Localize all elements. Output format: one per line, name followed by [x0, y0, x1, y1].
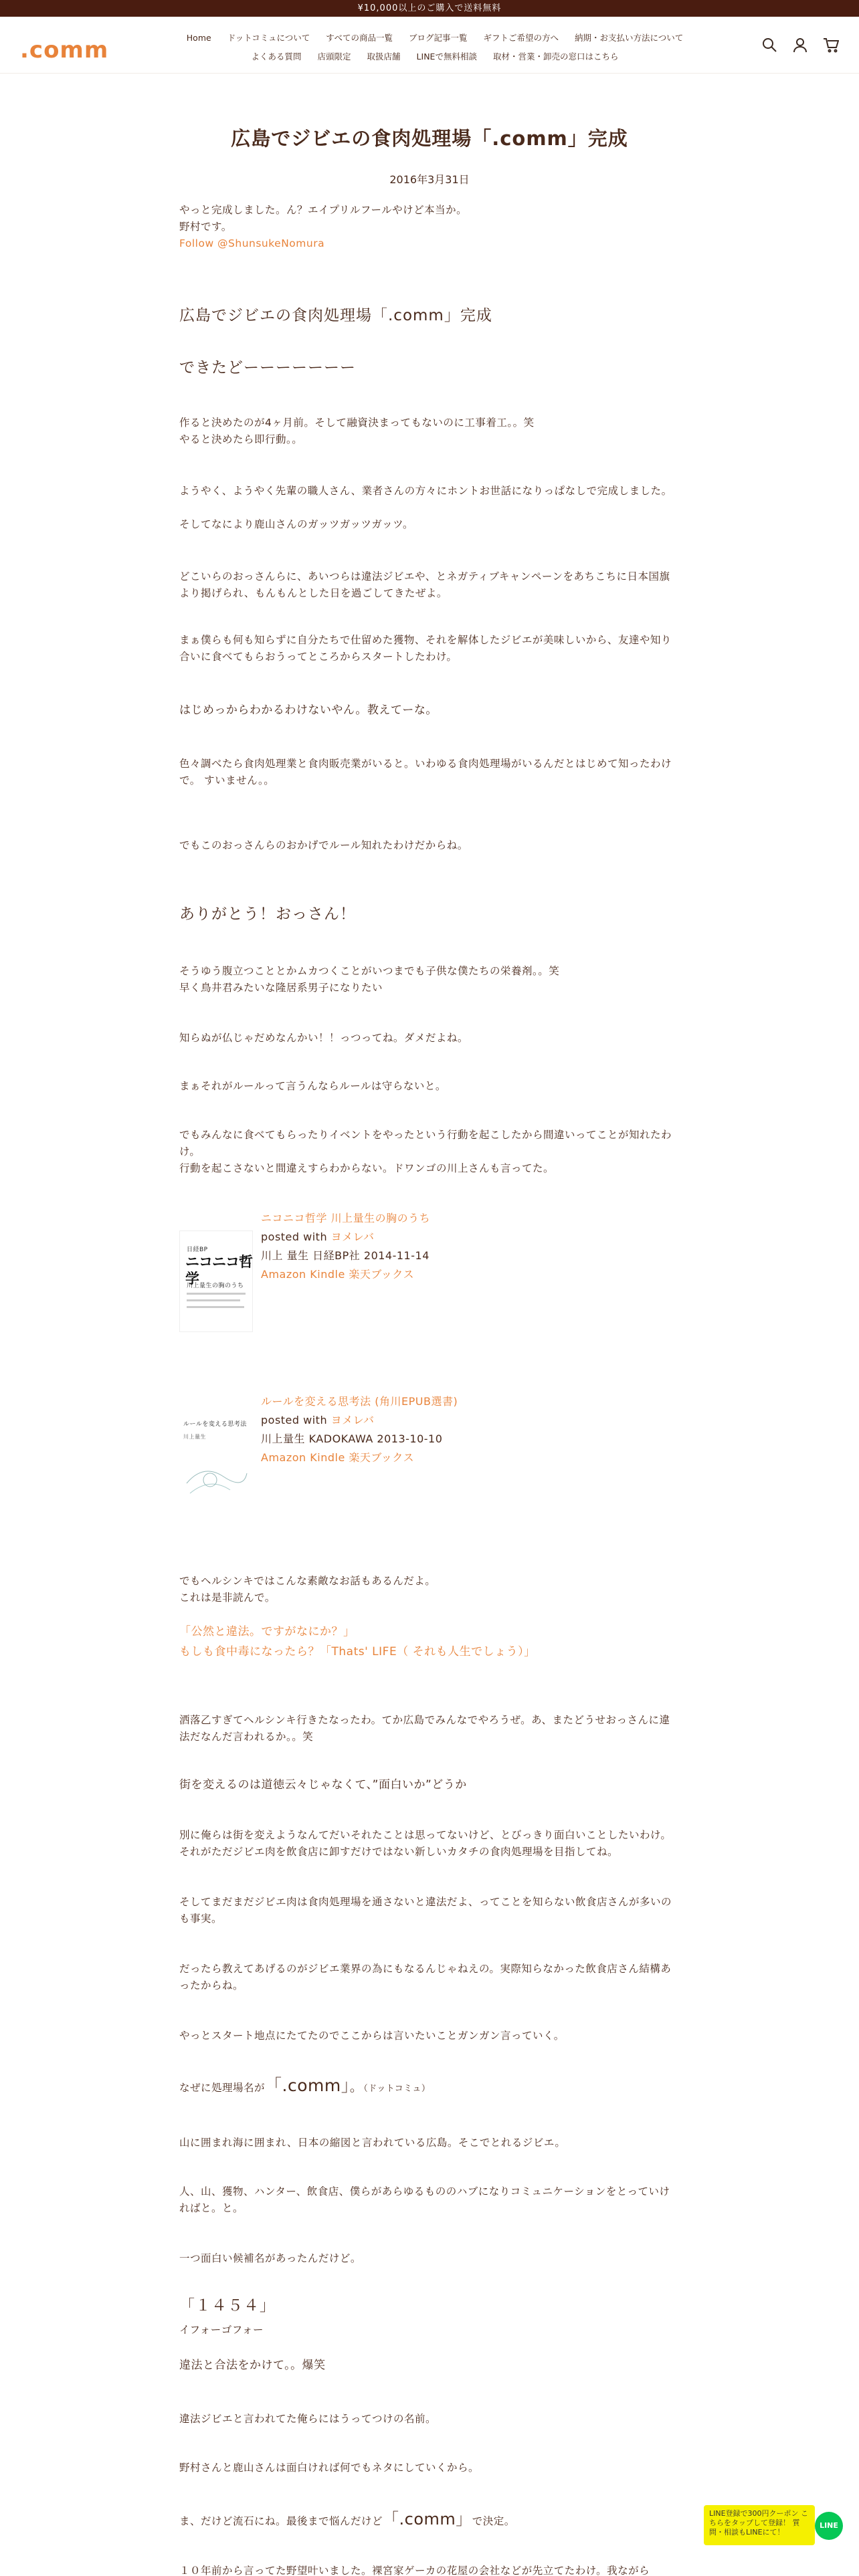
- book-2-stores: [261, 1448, 458, 1467]
- nav-item-contact[interactable]: 取材・営業・卸売の窓口はこちら: [492, 51, 619, 62]
- amazon-link[interactable]: Amazon: [261, 1268, 306, 1281]
- book-card-2: [179, 1392, 674, 1533]
- heading-2: できたどーーーーーーー: [179, 359, 356, 377]
- nav-item-gift[interactable]: ギフトご希望の方へ: [483, 33, 559, 43]
- book-info-2: [261, 1392, 458, 1467]
- paragraph: やっとスタート地点にたてたのでここからは言いたいことガンガン言っていく。: [179, 2030, 565, 2042]
- book-cover-2-title: ルールを変える思考法: [183, 1421, 247, 1428]
- book-1-title-link[interactable]: ニコニコ哲学 川上量生の胸のうち: [261, 1212, 431, 1224]
- paragraph: 一つ面白い候補名があったんだけど。: [179, 2252, 361, 2264]
- paragraph: 人、山、獲物、ハンター、飲食店、僕らがあらゆるもののハブになりコミュニケーションをとっていければと。と。: [179, 2185, 670, 2214]
- paragraph: 色々調べたら食肉処理業と食肉販売業がいると。いわゆる食肉処理場がいるんだとはじめて知ったわけで。 すいません。。: [179, 758, 672, 786]
- cart-icon[interactable]: [823, 37, 839, 53]
- book-cover-2-art: [183, 1457, 250, 1503]
- text-segment: 。: [349, 2078, 364, 2095]
- nav-item-store-only[interactable]: 店頭限定: [317, 51, 351, 62]
- paragraph: でもヘルシンキではこんな素敵なお話もあるんだよ。: [179, 1575, 436, 1587]
- paragraph: どこいらのおっさんらに、あいつらは違法ジビエや、とネガティブキャンペーンをあちこちに日本国旗より掲げられ、もんもんとした日を過ごしてきたぜよ。: [179, 570, 670, 599]
- nav-item-delivery[interactable]: 納期・お支払い方法について: [574, 33, 684, 43]
- book-cover-1-tag: 日経BP: [187, 1247, 208, 1253]
- paragraph-comm-name: [179, 2077, 674, 2097]
- kindle-link[interactable]: Kindle: [310, 1451, 345, 1464]
- heading-4: 街を変えるのは道徳云々じゃなくて、”面白いか”どうか: [179, 1778, 467, 1792]
- book-2-meta: 川上量生 KADOKAWA 2013-10-10: [261, 1432, 443, 1445]
- intro-line-1: やっと完成しました。ん？エイプリルフールやけど本当か。: [179, 204, 468, 216]
- yomereba-link[interactable]: ヨメレバ: [330, 1414, 375, 1426]
- yomereba-link[interactable]: ヨメレバ: [330, 1230, 375, 1243]
- follow-link[interactable]: Follow @ShunsukeNomura: [179, 237, 325, 249]
- paragraph: やると決めたら即行動。。: [179, 433, 303, 445]
- book-1-meta: 川上 量生 日経BP社 2014-11-14: [261, 1249, 430, 1262]
- heading-3: ありがとう！おっさん！: [179, 905, 356, 923]
- nav-item-line-consult[interactable]: LINEで無料相談: [416, 51, 477, 62]
- comm-name-large: 「.comm」: [265, 2076, 350, 2095]
- line-coupon-badge[interactable]: LINE登録で300円クーポン こちらをタップして登録！ 質問・相談もLINEにて！: [704, 2505, 815, 2545]
- book-cover-1[interactable]: [179, 1230, 253, 1332]
- book-2-title-link[interactable]: ルールを変える思考法 (角川EPUB選書): [261, 1395, 458, 1408]
- book-cover-1-title: ニコニコ哲学: [185, 1254, 252, 1287]
- paragraph: そうゆう腹立つこととかムカつくことがいつまでも子供な僕たちの栄養剤。。笑: [179, 965, 560, 977]
- heading-1: 広島でジビエの食肉処理場「.comm」完成: [179, 307, 492, 324]
- book-cover-2[interactable]: [179, 1403, 253, 1510]
- article-title: 広島でジビエの食肉処理場「.comm」完成: [231, 127, 628, 150]
- paragraph: 行動を起こさないと間違えすらわからない。ドワンゴの川上さんも言ってた。: [179, 1162, 555, 1174]
- nav-item-blog[interactable]: ブログ記事一覧: [408, 33, 468, 43]
- text-segment: で決定。: [472, 2515, 515, 2527]
- paragraph: でもみんなに食べてもらったりイベントをやったという行動を起こしたから間違いってことが知れたわけ。: [179, 1129, 672, 1158]
- rakuten-link[interactable]: 楽天ブックス: [349, 1268, 415, 1281]
- amazon-link[interactable]: Amazon: [261, 1451, 306, 1464]
- heading-5: 「１４５４」: [179, 2297, 276, 2315]
- paragraph: 洒落乙すぎてヘルシンキ行きたなったわ。てか広島でみんなでやろうぜ。あ、またどうせおっさんに違法だなんだ言われるか。。笑: [179, 1714, 670, 1743]
- article-date: 2016年3月31日: [389, 173, 470, 186]
- nav-item-faq[interactable]: よくある質問: [251, 51, 302, 62]
- paragraph: １０年前から言ってた野望叶いました。裸宮家ゲーカの花屋の会社などが先立てたわけ。我ながら: [179, 2565, 650, 2576]
- search-icon[interactable]: [761, 37, 777, 53]
- paragraph: イフォーゴフォー: [179, 2324, 264, 2336]
- paragraph: 知らぬが仏じゃだめなんかい！！っつってね。ダメだよね。: [179, 1032, 468, 1044]
- book-2-posted-prefix: posted with: [261, 1414, 331, 1426]
- paragraph: まぁそれがルールって言うんならルールは守らないと。: [179, 1080, 446, 1092]
- paragraph: 早く鳥井君みたいな隆居系男子になりたい: [179, 982, 383, 994]
- book-1-posted-prefix: posted with: [261, 1230, 331, 1243]
- book-info-1: [261, 1209, 430, 1284]
- paragraph: 野村さんと鹿山さんは面白ければ何でもネタにしていくから。: [179, 2462, 480, 2474]
- book-cover-1-sub: 川上量生の胸のうち: [187, 1283, 244, 1289]
- line-chat-button[interactable]: LINE: [815, 2512, 843, 2540]
- paragraph: そしてまだまだジビエ肉は食肉処理場を通さないと違法だよ、ってことを知らない飲食店さんが多いのも事実。: [179, 1896, 672, 1925]
- site-logo[interactable]: .comm: [20, 37, 109, 64]
- paragraph: だったら教えてあげるのがジビエ業界の為にもなるんじゃねえの。実際知らなかった飲食店さん結構あったからね。: [179, 1963, 672, 1992]
- paragraph: まぁ僕らも何も知らずに自分たちで仕留めた獲物、それを解体したジビエが美味しいから、友達や知り合いに食べてもらおうってところからスタートしたわけ。: [179, 634, 672, 663]
- book-cover-2-sub: 川上量生: [183, 1434, 206, 1440]
- paragraph: 作ると決めたのが4ヶ月前。そして融資決まってもないのに工事着工。。笑: [179, 417, 535, 429]
- book-1-stores: [261, 1265, 430, 1284]
- nav-item-all-products[interactable]: すべての商品一覧: [326, 33, 393, 43]
- paragraph-decision: [179, 2511, 674, 2530]
- paragraph: 違法と合法をかけて。。爆笑: [179, 2359, 326, 2372]
- paragraph: でもこのおっさんらのおかげでルール知れたわけだからね。: [179, 839, 468, 851]
- nav-item-home[interactable]: Home: [186, 33, 211, 43]
- book-2-posted: [261, 1411, 458, 1430]
- helsinki-link-1[interactable]: 「公然と違法。ですがなにか？」: [179, 1625, 355, 1638]
- paragraph: ようやく、ようやく先輩の職人さん、業者さんの方々にホントお世話になりっぱなしで完成しました。: [179, 485, 672, 497]
- text-segment: ま、だけど流石にね。最後まで悩んだけど: [179, 2515, 383, 2527]
- helsinki-link-2[interactable]: もしも食中毒になったら？「Thats' LIFE（ それも人生でしょう）」: [179, 1645, 536, 1658]
- intro-line-2: 野村です。: [179, 221, 232, 233]
- article-body: [179, 0, 674, 2576]
- kindle-link[interactable]: Kindle: [310, 1268, 345, 1281]
- header-icons: [761, 37, 839, 53]
- paragraph: 山に囲まれ海に囲まれ、日本の縮図と言われている広島。そこでとれるジビエ。: [179, 2137, 566, 2149]
- text-segment: なぜに処理場名が: [179, 2082, 266, 2094]
- paragraph: 違法ジビエと言われてた俺らにはうってつけの名前。: [179, 2413, 437, 2425]
- announcement-bar: ¥10,000以上のご購入で送料無料: [0, 0, 859, 17]
- book-card-1: [179, 1209, 674, 1350]
- nav-item-stockists[interactable]: 取扱店舗: [367, 51, 401, 62]
- account-icon[interactable]: [792, 37, 808, 53]
- rakuten-link[interactable]: 楽天ブックス: [349, 1451, 415, 1464]
- paragraph: そしてなにより鹿山さんのガッツガッツガッツ。: [179, 518, 413, 530]
- book-1-posted: [261, 1228, 430, 1247]
- comm-name-large: 「.comm」: [383, 2510, 472, 2529]
- comm-reading: （ドットコミュ）: [363, 2084, 431, 2094]
- paragraph: これは是非読んで。: [179, 1592, 276, 1604]
- paragraph: 別に俺らは街を変えようなんてだいそれたことは思ってないけど、とびっきり面白いことしたいわけ。それがただジビエ肉を飲食店に卸すだけではない新しいカタチの食肉処理場を目指してね。: [179, 1829, 672, 1858]
- nav-item-about[interactable]: ドットコミュについて: [227, 33, 310, 43]
- paragraph: はじめっからわかるわけないやん。教えてーな。: [179, 704, 438, 717]
